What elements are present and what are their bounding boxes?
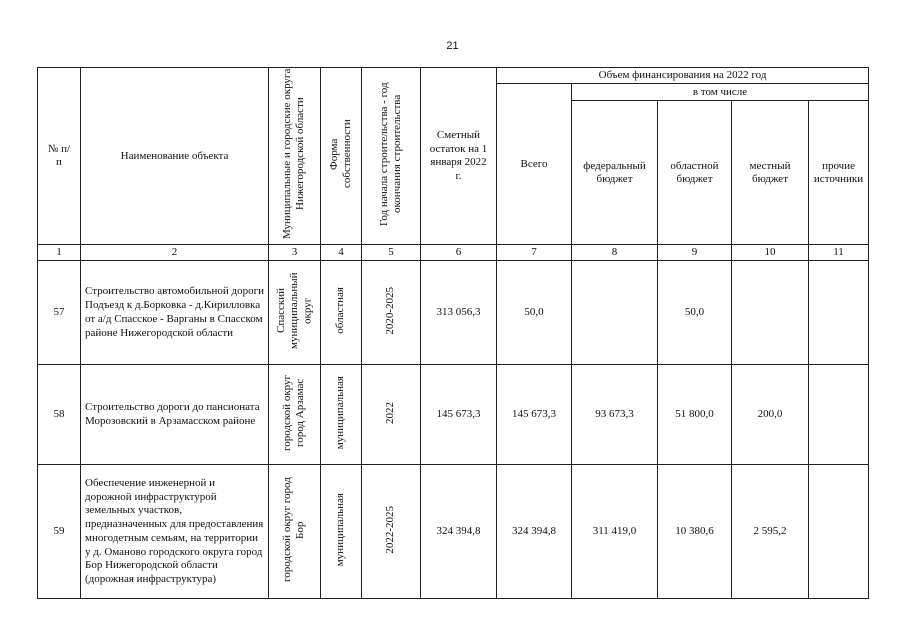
column-number: 5 <box>362 245 421 261</box>
row-local: 2 595,2 <box>732 465 809 599</box>
row-regional: 50,0 <box>658 261 732 365</box>
row-object-name: Обеспечение инженерной и дорожной инфраструктурой земельных участков, предназначенных для предоставления многодетным семьям, на территории у д. Оманово городского округа город Бор Нижегородской области (дорожная инфраструктура) <box>81 465 269 599</box>
row-federal: 311 419,0 <box>572 465 658 599</box>
row-years: 2022-2025 <box>362 465 421 599</box>
row-regional: 51 800,0 <box>658 365 732 465</box>
page-number: 21 <box>446 40 459 52</box>
row-num: 57 <box>38 261 81 365</box>
row-local: 200,0 <box>732 365 809 465</box>
row-federal <box>572 261 658 365</box>
row-municipality: городской округ город Бор <box>269 465 321 599</box>
column-number: 8 <box>572 245 658 261</box>
column-number: 11 <box>809 245 869 261</box>
row-num: 59 <box>38 465 81 599</box>
column-number: 3 <box>269 245 321 261</box>
header-object-name: Наименование объекта <box>81 68 269 245</box>
column-number: 4 <box>321 245 362 261</box>
row-federal: 93 673,3 <box>572 365 658 465</box>
column-number: 7 <box>497 245 572 261</box>
row-regional: 10 380,6 <box>658 465 732 599</box>
header-funding-group: Объем финансирования на 2022 год <box>497 68 869 84</box>
row-estimate: 313 056,3 <box>421 261 497 365</box>
row-ownership: муниципальная <box>321 465 362 599</box>
header-num: № п/п <box>38 68 81 245</box>
column-number: 2 <box>81 245 269 261</box>
header-other: прочие источники <box>809 101 869 245</box>
row-total: 324 394,8 <box>497 465 572 599</box>
row-ownership: муниципальная <box>321 365 362 465</box>
table-row <box>38 465 869 599</box>
column-number: 6 <box>421 245 497 261</box>
row-years: 2020-2025 <box>362 261 421 365</box>
row-estimate: 324 394,8 <box>421 465 497 599</box>
header-local: местный бюджет <box>732 101 809 245</box>
table-row <box>38 261 869 365</box>
header-regional: областной бюджет <box>658 101 732 245</box>
header-federal: федеральный бюджет <box>572 101 658 245</box>
row-other <box>809 261 869 365</box>
table-row <box>38 365 869 465</box>
financing-table <box>37 67 869 599</box>
row-ownership: областная <box>321 261 362 365</box>
row-local <box>732 261 809 365</box>
column-number: 9 <box>658 245 732 261</box>
row-municipality: городской округ город Арзамас <box>269 365 321 465</box>
row-other <box>809 365 869 465</box>
row-total: 145 673,3 <box>497 365 572 465</box>
column-number-row <box>38 245 869 261</box>
row-object-name: Строительство автомобильной дороги Подъезд к д.Борковка - д.Кирилловка от а/д Спасское - Варганы в Спасском районе Нижегородской области <box>81 261 269 365</box>
header-including: в том числе <box>572 84 869 101</box>
header-municipality: Муниципальные и городские округа Нижегородской области <box>269 68 321 245</box>
header-years: Год начала строительства - год окончания строительства <box>362 68 421 245</box>
row-total: 50,0 <box>497 261 572 365</box>
row-num: 58 <box>38 365 81 465</box>
header-estimate: Сметный остаток на 1 января 2022 г. <box>421 68 497 245</box>
row-object-name: Строительство дороги до пансионата Морозовский в Арзамасском районе <box>81 365 269 465</box>
header-total: Всего <box>497 84 572 245</box>
column-number: 1 <box>38 245 81 261</box>
row-estimate: 145 673,3 <box>421 365 497 465</box>
column-number: 10 <box>732 245 809 261</box>
header-ownership: Форма собственности <box>321 68 362 245</box>
row-municipality: Спасский муниципальный округ <box>269 261 321 365</box>
row-other <box>809 465 869 599</box>
row-years: 2022 <box>362 365 421 465</box>
